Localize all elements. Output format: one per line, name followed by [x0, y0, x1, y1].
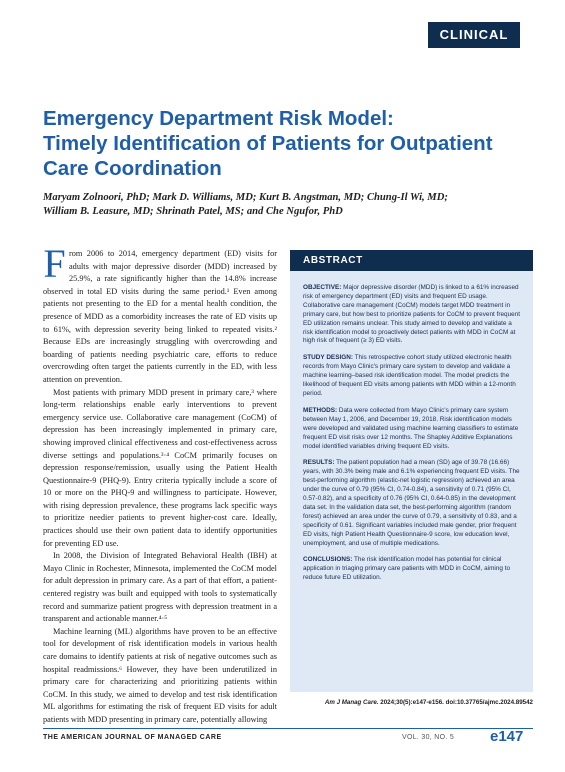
abstract-label: STUDY DESIGN: — [303, 354, 353, 362]
body-text-column — [43, 241, 277, 727]
author-list — [43, 191, 533, 219]
abstract-text: The patient population had a mean (SD) age of 39.78 (16.66) years, with 30.3% being male and 6.1% experiencing frequent ED visits. The best-performing algorithm (elastic-net logistic regression) achieved an area under the curve of 0.79 (95% CI, 0.74-0.84), a sensitivity of 0.71 (95% CI, 0.57-0.82), and a specificity of 0.76 (95% CI, 0.64-0.85) in the development data set. In the validation data set, the best-performing algorithm (random forest) achieved an area under the curve of 0.79, a sensitivity of 0.83, and a specificity of 0.61. Significant variables included male gender, prior frequent ED visits, high Patient Health Questionnaire-9 score, low education level, unemployment, and use of multiple medications. — [303, 459, 520, 547]
body-paragraph: Most patients with primary MDD present in primary care,³ where long-term relationships enable early interventions to prevent emergency service use. Collaborative care management (CoCM) of depression has been increasingly implemented in primary care, showing improved clinical effectiveness and cost-effectiveness across diverse settings and populations.³·⁴ CoCM primarily focuses on depression response/remission, usually using the Patient Health Questionnaire-9 (PHQ-9). Entry criteria typically include a score of 10 or more on the PHQ-9 and willingness to participate. However, with rising depression prevalence, these programs lack specific ways to prioritize needier patients to prevent higher-cost care. Ideally, practices should use their own patient data to identify opportunities for preventing ED use. — [43, 387, 277, 548]
body-paragraph: Machine learning (ML) algorithms have proven to be an effective tool for development of risk identification models in various health care domains to identify patients at risk of negative outcomes such as hospital readmissions.⁶ However, they have been underutilized in primary care for characterizing and prioritizing patients within CoCM. In this study, we aimed to develop and test risk identification ML algorithms for estimating the risk of frequent ED visits for adult patients with MDD presenting in primary care, potentially allowing — [43, 626, 277, 724]
citation-details: 2024;30(5):e147-e156. doi:10.37765/ajmc.2024.89542 — [378, 699, 533, 706]
drop-cap: F — [43, 241, 66, 286]
abstract-section — [303, 354, 521, 399]
section-badge: CLINICAL — [428, 22, 520, 48]
abstract-section — [303, 556, 521, 583]
body-paragraph — [43, 241, 277, 387]
abstract-label: METHODS: — [303, 406, 338, 414]
abstract-label: CONCLUSIONS: — [303, 556, 353, 564]
abstract-text: The risk identification model has potential for clinical application in triaging primary care patients with MDD in CoCM, aiming to reduce future ED utilization. — [303, 556, 511, 582]
abstract-section — [303, 459, 521, 548]
abstract-label: RESULTS: — [303, 459, 335, 467]
body-paragraph: In 2008, the Division of Integrated Behavioral Health (IBH) at Mayo Clinic in Rochester, Minnesota, implemented the CoCM model for adult depression in primary care. As a part of that effort, a patient-centered registry was built and equipped with tools to systematically record and summarize patient progress with depression treatment in a transparent and actionable manner.⁴·⁵ — [43, 551, 277, 624]
abstract-label: OBJECTIVE: — [303, 284, 342, 291]
footer-volume: VOL. 30, NO. 5 — [402, 734, 455, 741]
abstract-text: Major depressive disorder (MDD) is linked to a 61% increased risk of emergency department (ED) visits and frequent ED usage. Collaborative care management (CoCM) models target MDD treatment in primary care, but how best to prioritize patients for CoCM to prevent frequent ED utilization remains unclear. This study aimed to develop and validate a risk identification model to proactively detect patients with MDD in CoCM at high risk of frequent (≥ 3) ED visits. — [303, 284, 521, 345]
footer-divider — [43, 728, 533, 729]
citation-line — [290, 699, 533, 706]
author-line: William B. Leasure, MD; Shrinath Patel, MS; and Che Ngufor, PhD — [43, 206, 343, 217]
paragraph-text: rom 2006 to 2014, emergency department (ED) visits for adults with major depressive disorder (MDD) increased by 25.9%, a rate significantly higher than the 14.8% increase observed in total ED visits during the same period.¹ Even among patients not presenting to the ED for a mental health condition, the presence of MDD as a comorbidity increases the rate of ED visits up to 61%, with depression severity being linked to repeated visits.² Because EDs are increasingly struggling with overcrowding and boarding of patients needing psychiatric care, efforts to reduce overcrowding often target the patients currently in the ED, with less attention on prevention. — [43, 249, 277, 384]
citation-journal: Am J Manag Care. — [324, 699, 379, 706]
abstract-section — [303, 284, 521, 346]
abstract-text: This retrospective cohort study utilized electronic health records from Mayo Clinic's primary care system to develop and validate a machine learning–based risk identification model. The model predicts the likelihood of frequent ED visits among patients with MDD within a 12-month period. — [303, 354, 516, 397]
footer-journal-name: THE AMERICAN JOURNAL OF MANAGED CARE — [43, 734, 222, 741]
abstract-body — [290, 271, 533, 583]
abstract-box — [290, 250, 533, 692]
author-line: Maryam Zolnoori, PhD; Mark D. Williams, MD; Kurt B. Angstman, MD; Chung-Il Wi, MD; — [43, 192, 448, 203]
title-line: Timely Identification of Patients for Outpatient — [43, 132, 493, 155]
title-line: Care Coordination — [43, 157, 222, 180]
page-number: e147 — [490, 728, 524, 745]
abstract-text: Data were collected from Mayo Clinic's primary care system between May 1, 2006, and December 19, 2018. Risk identification models were developed and validated using machine learning classifiers to estimate frequent ED visit risks over 12 months. The Shapley Additive Explanations model identified variables driving frequent ED visits. — [303, 406, 519, 450]
title-line: Emergency Department Risk Model: — [43, 107, 394, 130]
article-title — [43, 106, 533, 181]
abstract-heading: ABSTRACT — [290, 250, 533, 271]
abstract-section — [303, 407, 521, 452]
